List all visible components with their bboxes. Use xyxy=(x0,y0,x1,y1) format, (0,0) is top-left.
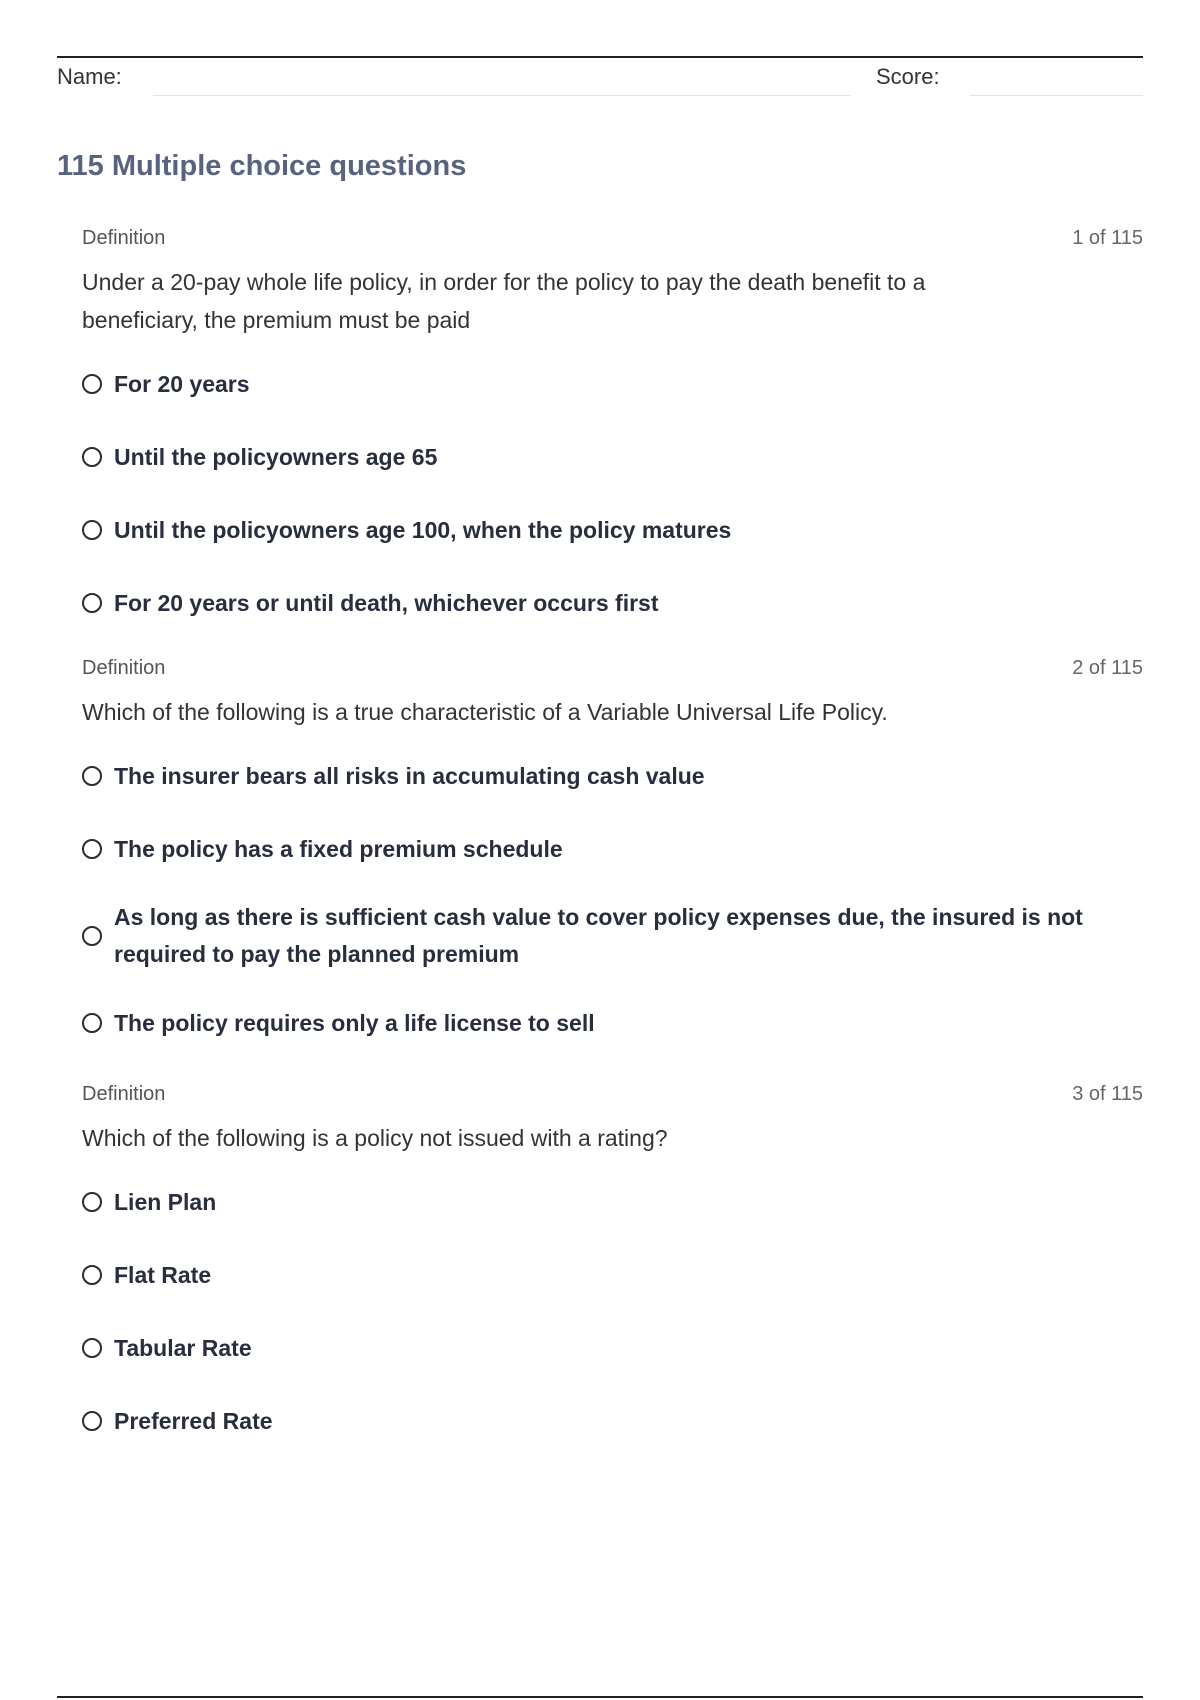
radio-icon[interactable] xyxy=(82,1192,102,1212)
option-label: Lien Plan xyxy=(114,1188,217,1215)
question-counter: 2 of 115 xyxy=(1072,657,1143,679)
question-text: Which of the following is a policy not issued with a rating? xyxy=(82,1125,668,1151)
question-kind: Definition xyxy=(82,1083,166,1105)
answer-option[interactable] xyxy=(82,1179,1143,1225)
question-kind: Definition xyxy=(82,657,166,679)
radio-icon[interactable] xyxy=(82,593,102,613)
question-text: Which of the following is a true characteristic of a Variable Universal Life Policy. xyxy=(82,699,888,725)
option-label: Tabular Rate xyxy=(114,1334,252,1361)
answer-option[interactable] xyxy=(82,1398,1143,1444)
question-counter: 1 of 115 xyxy=(1072,227,1143,249)
question-3 xyxy=(82,1083,1143,1471)
answer-option[interactable] xyxy=(82,361,1143,407)
top-rule xyxy=(57,56,1143,58)
answer-option[interactable] xyxy=(82,434,1143,480)
answer-option[interactable] xyxy=(82,753,1143,799)
question-1 xyxy=(82,227,1143,653)
question-2 xyxy=(82,657,1143,1073)
name-field[interactable] xyxy=(153,95,851,96)
option-label: For 20 years or until death, whichever occurs first xyxy=(114,589,659,616)
radio-icon[interactable] xyxy=(82,1013,102,1033)
radio-icon[interactable] xyxy=(82,374,102,394)
option-label: Until the policyowners age 100, when the policy matures xyxy=(114,516,732,543)
option-label: For 20 years xyxy=(114,370,250,397)
radio-icon[interactable] xyxy=(82,1338,102,1358)
answer-option[interactable] xyxy=(82,899,1143,973)
answer-option[interactable] xyxy=(82,580,1143,626)
score-field[interactable] xyxy=(970,95,1143,96)
option-label: The insurer bears all risks in accumulating cash value xyxy=(114,762,705,789)
radio-icon[interactable] xyxy=(82,1411,102,1431)
page-title: 115 Multiple choice questions xyxy=(57,150,467,182)
answer-option[interactable] xyxy=(82,826,1143,872)
option-label: Until the policyowners age 65 xyxy=(114,443,438,470)
option-label: As long as there is sufficient cash value to cover policy expenses due, the insured is not required to pay the planned premium xyxy=(114,904,1083,967)
radio-icon[interactable] xyxy=(82,520,102,540)
answer-option[interactable] xyxy=(82,1000,1143,1046)
bottom-rule xyxy=(57,1696,1143,1698)
radio-icon[interactable] xyxy=(82,926,102,946)
radio-icon[interactable] xyxy=(82,766,102,786)
answer-option[interactable] xyxy=(82,507,1143,553)
option-list xyxy=(82,1179,1143,1444)
option-label: Preferred Rate xyxy=(114,1407,273,1434)
option-list xyxy=(82,361,1143,626)
option-label: The policy has a fixed premium schedule xyxy=(114,835,563,862)
radio-icon[interactable] xyxy=(82,1265,102,1285)
radio-icon[interactable] xyxy=(82,839,102,859)
question-kind: Definition xyxy=(82,227,166,249)
answer-option[interactable] xyxy=(82,1252,1143,1298)
name-label: Name: xyxy=(57,64,122,89)
score-label: Score: xyxy=(876,64,940,89)
question-text: Under a 20-pay whole life policy, in order for the policy to pay the death benefit to a beneficiary, the premium must be paid xyxy=(82,269,926,333)
radio-icon[interactable] xyxy=(82,447,102,467)
option-list xyxy=(82,753,1143,1046)
answer-option[interactable] xyxy=(82,1325,1143,1371)
question-counter: 3 of 115 xyxy=(1072,1083,1143,1105)
option-label: The policy requires only a life license to sell xyxy=(114,1009,595,1036)
option-label: Flat Rate xyxy=(114,1261,212,1288)
